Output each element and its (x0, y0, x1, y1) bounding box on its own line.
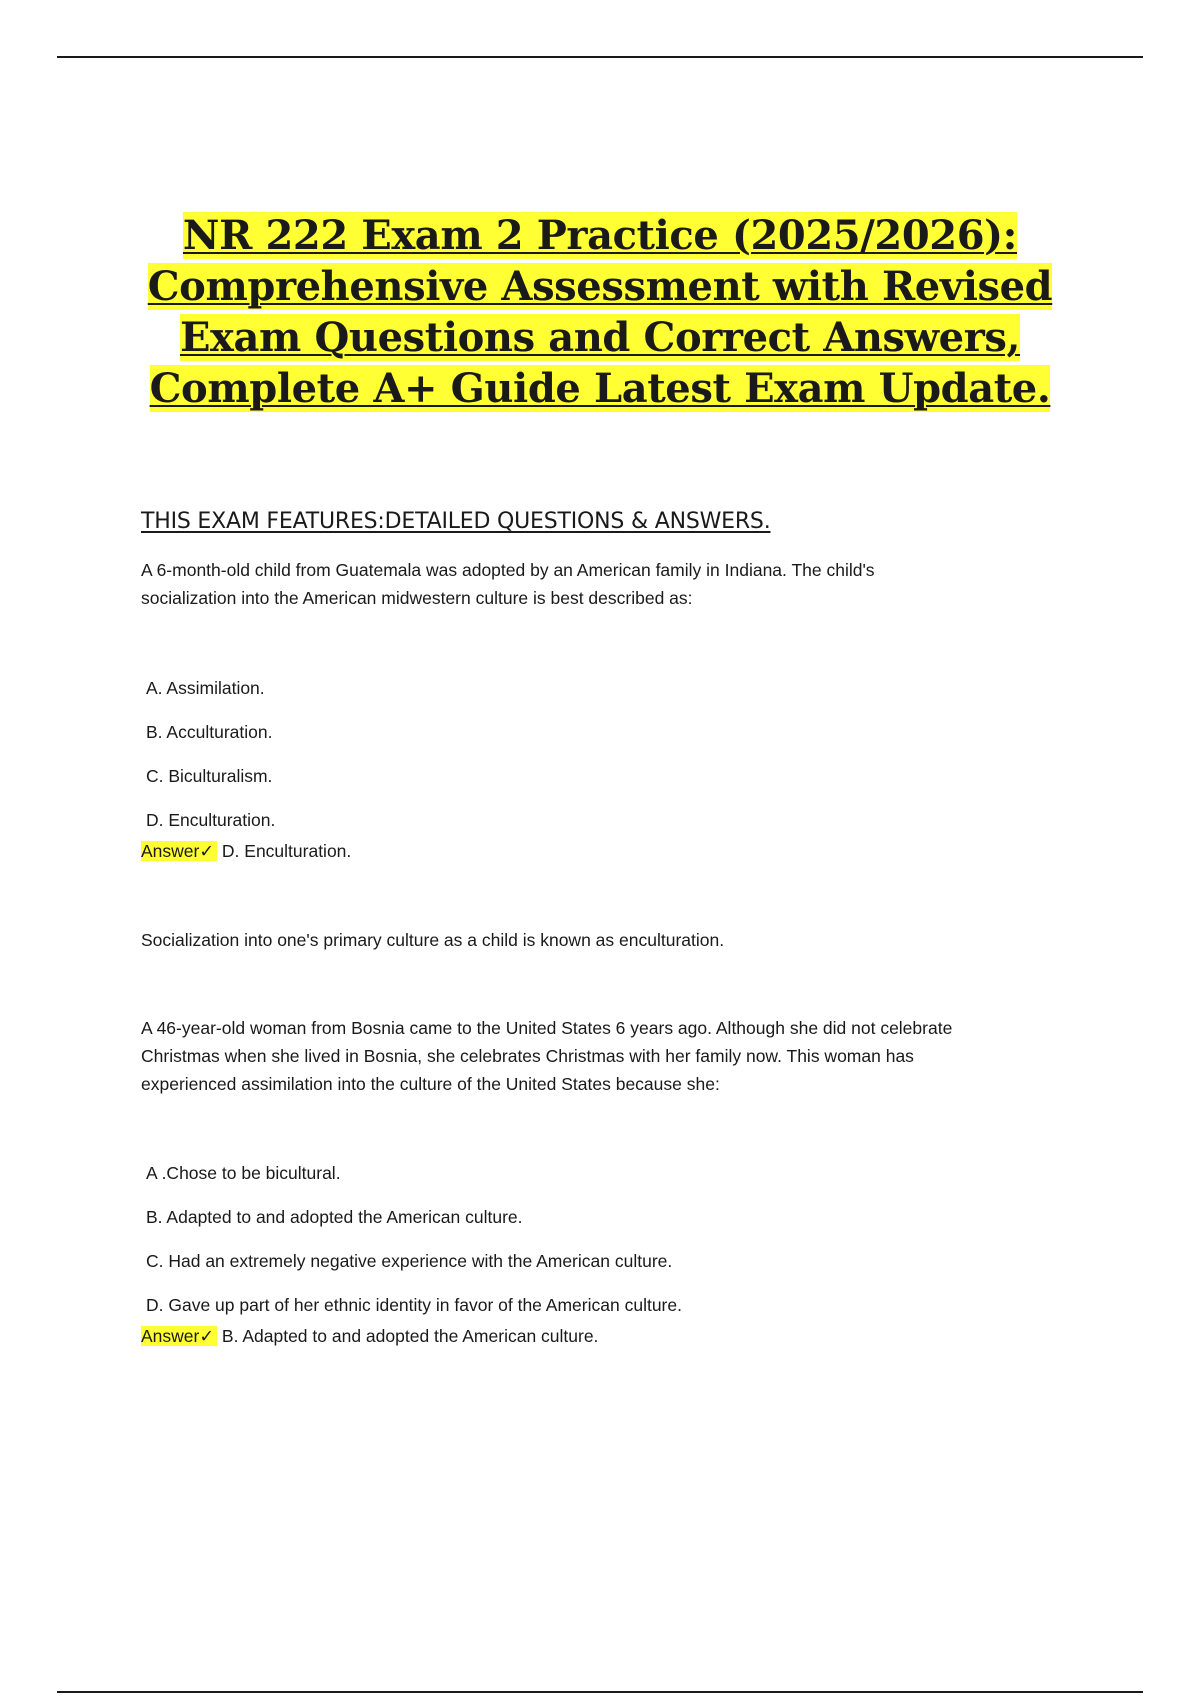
answer-badge: Answer✓ (141, 1326, 217, 1346)
question-1-stem (141, 556, 875, 612)
question-2-option-b: B. Adapted to and adopted the American culture. (146, 1207, 523, 1227)
title-line: Complete A+ Guide Latest Exam Update. (149, 365, 1051, 412)
footer-rule (57, 1691, 1143, 1693)
question-1-option-b: B. Acculturation. (146, 722, 273, 742)
question-1-option-c: C. Biculturalism. (146, 766, 273, 786)
question-1-rationale: Socialization into one's primary culture as a child is known as enculturation. (141, 930, 725, 950)
document-title (100, 210, 1100, 414)
stem-line: Christmas when she lived in Bosnia, she celebrates Christmas with her family now. This woman has (141, 1046, 914, 1066)
stem-line: A 46-year-old woman from Bosnia came to the United States 6 years ago. Although she did not celebrate (141, 1018, 953, 1038)
answer-badge: Answer✓ (141, 841, 217, 861)
question-1-option-d: D. Enculturation. (146, 810, 276, 830)
title-line: Exam Questions and Correct Answers, (179, 314, 1021, 361)
question-2-option-c: C. Had an extremely negative experience with the American culture. (146, 1251, 673, 1271)
answer-text: B. Adapted to and adopted the American culture. (221, 1326, 599, 1346)
question-2-stem (141, 1014, 952, 1098)
answer-text: D. Enculturation. (221, 841, 352, 861)
title-line: Comprehensive Assessment with Revised (147, 263, 1053, 310)
stem-line: socialization into the American midwestern culture is best described as: (141, 588, 693, 608)
title-line: NR 222 Exam 2 Practice (2025/2026): (182, 212, 1018, 259)
header-rule (57, 56, 1143, 58)
stem-line: experienced assimilation into the culture of the United States because she: (141, 1074, 720, 1094)
question-2-answer (141, 1324, 598, 1348)
stem-line: A 6-month-old child from Guatemala was adopted by an American family in Indiana. The child's (141, 560, 875, 580)
question-2-option-a: A .Chose to be bicultural. (146, 1163, 341, 1183)
question-1-option-a: A. Assimilation. (146, 678, 265, 698)
question-2-option-d: D. Gave up part of her ethnic identity in favor of the American culture. (146, 1295, 682, 1315)
question-1-answer (141, 839, 351, 863)
features-heading: THIS EXAM FEATURES:DETAILED QUESTIONS & ANSWERS. (141, 509, 771, 534)
